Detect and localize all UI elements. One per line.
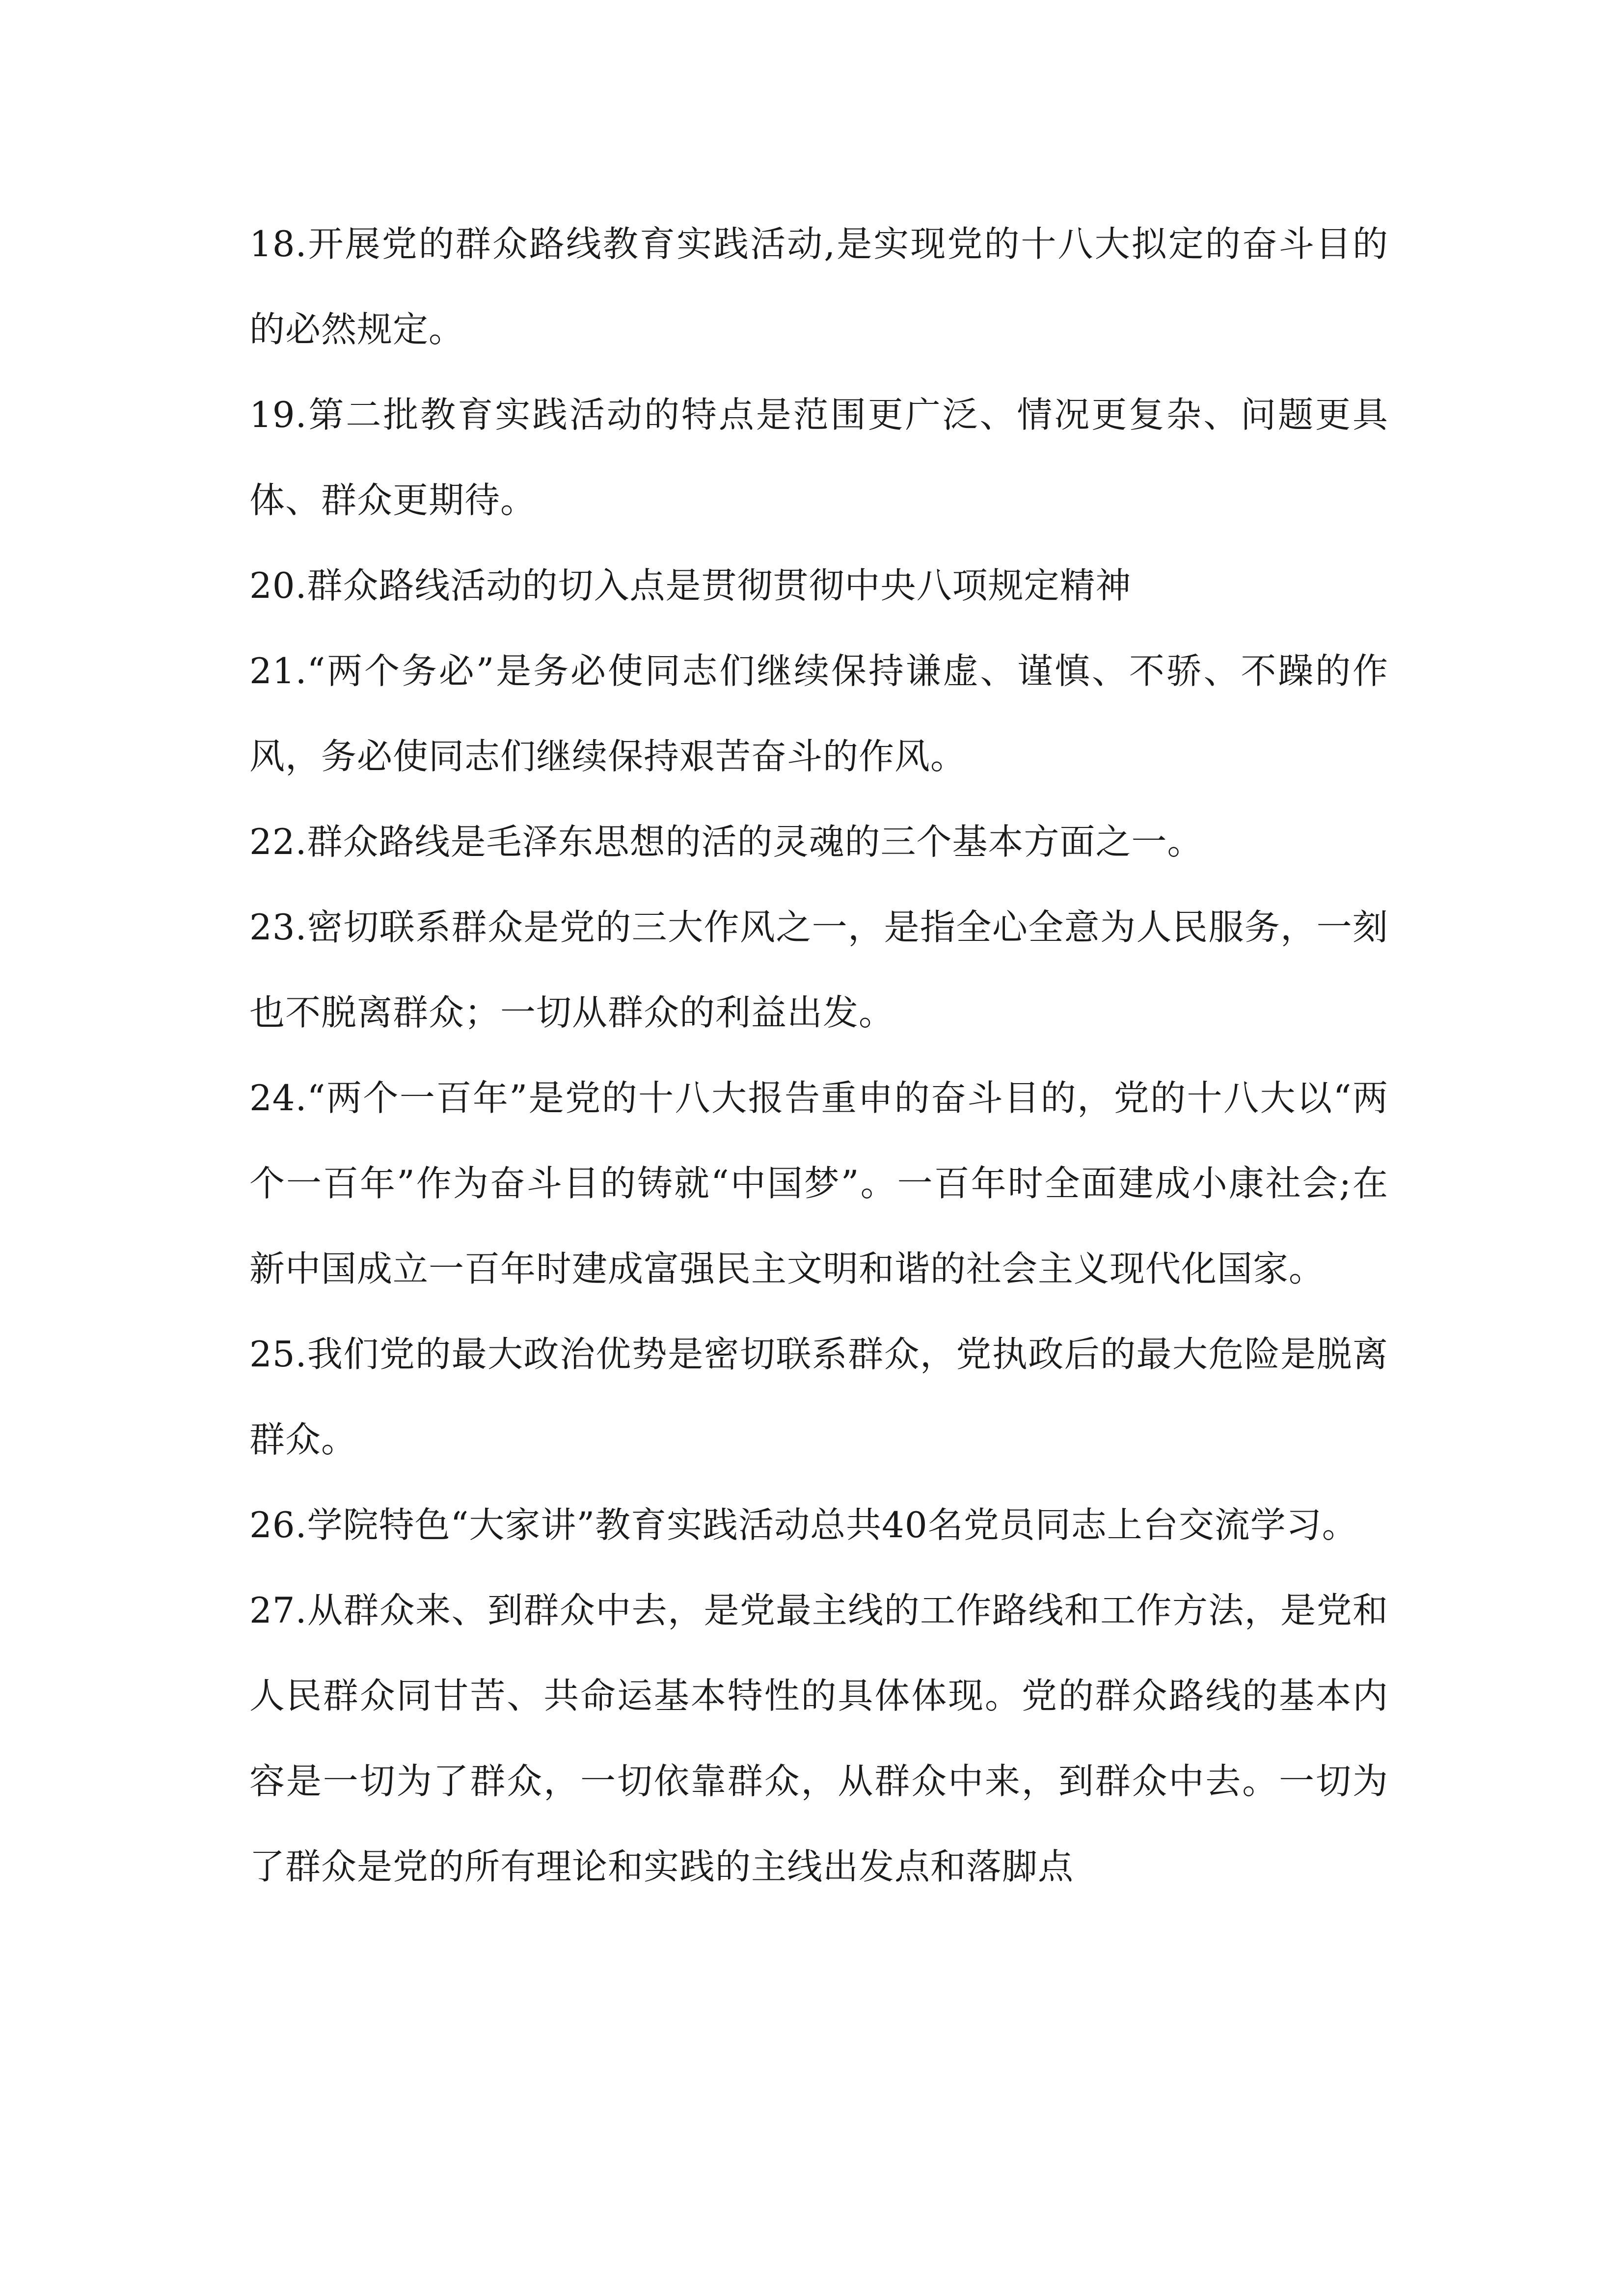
paragraph-21: 21.“两个务必”是务必使同志们继续保持谦虚、谨慎、不骄、不躁的作风，务必使同志们继续保持艰苦奋斗的作风。 [249,650,1388,777]
paragraph-24: 24.“两个一百年”是党的十八大报告重申的奋斗目的，党的十八大以“两个一百年”作为奋斗目的铸就“中国梦”。一百年时全面建成小康社会;在新中国成立一百年时建成富强民主文明和谐的社会主义现代化国家。 [249,1077,1388,1289]
paragraph-25: 25.我们党的最大政治优势是密切联系群众，党执政后的最大危险是脱离群众。 [249,1334,1388,1460]
paragraph-19: 19.第二批教育实践活动的特点是范围更广泛、情况更复杂、问题更具体、群众更期待。 [249,394,1388,521]
paragraph-18: 18.开展党的群众路线教育实践活动,是实现党的十八大拟定的奋斗目的的必然规定。 [249,223,1388,350]
paragraph-20: 20.群众路线活动的切入点是贯彻贯彻中央八项规定精神 [249,565,1132,606]
paragraph-23: 23.密切联系群众是党的三大作风之一，是指全心全意为人民服务，一刻也不脱离群众；一切从群众的利益出发。 [249,907,1388,1033]
paragraph-22: 22.群众路线是毛泽东思想的活的灵魂的三个基本方面之一。 [249,821,1203,862]
paragraph-26: 26.学院特色“大家讲”教育实践活动总共40名党员同志上台交流学习。 [249,1504,1358,1546]
paragraph-27: 27.从群众来、到群众中去，是党最主线的工作路线和工作方法，是党和人民群众同甘苦、共命运基本特性的具体体现。党的群众路线的基本内容是一切为了群众，一切依靠群众，从群众中来，到群众中去。一切为了群众是党的所有理论和实践的主线出发点和落脚点 [249,1590,1388,1887]
document-body [249,201,1388,1909]
